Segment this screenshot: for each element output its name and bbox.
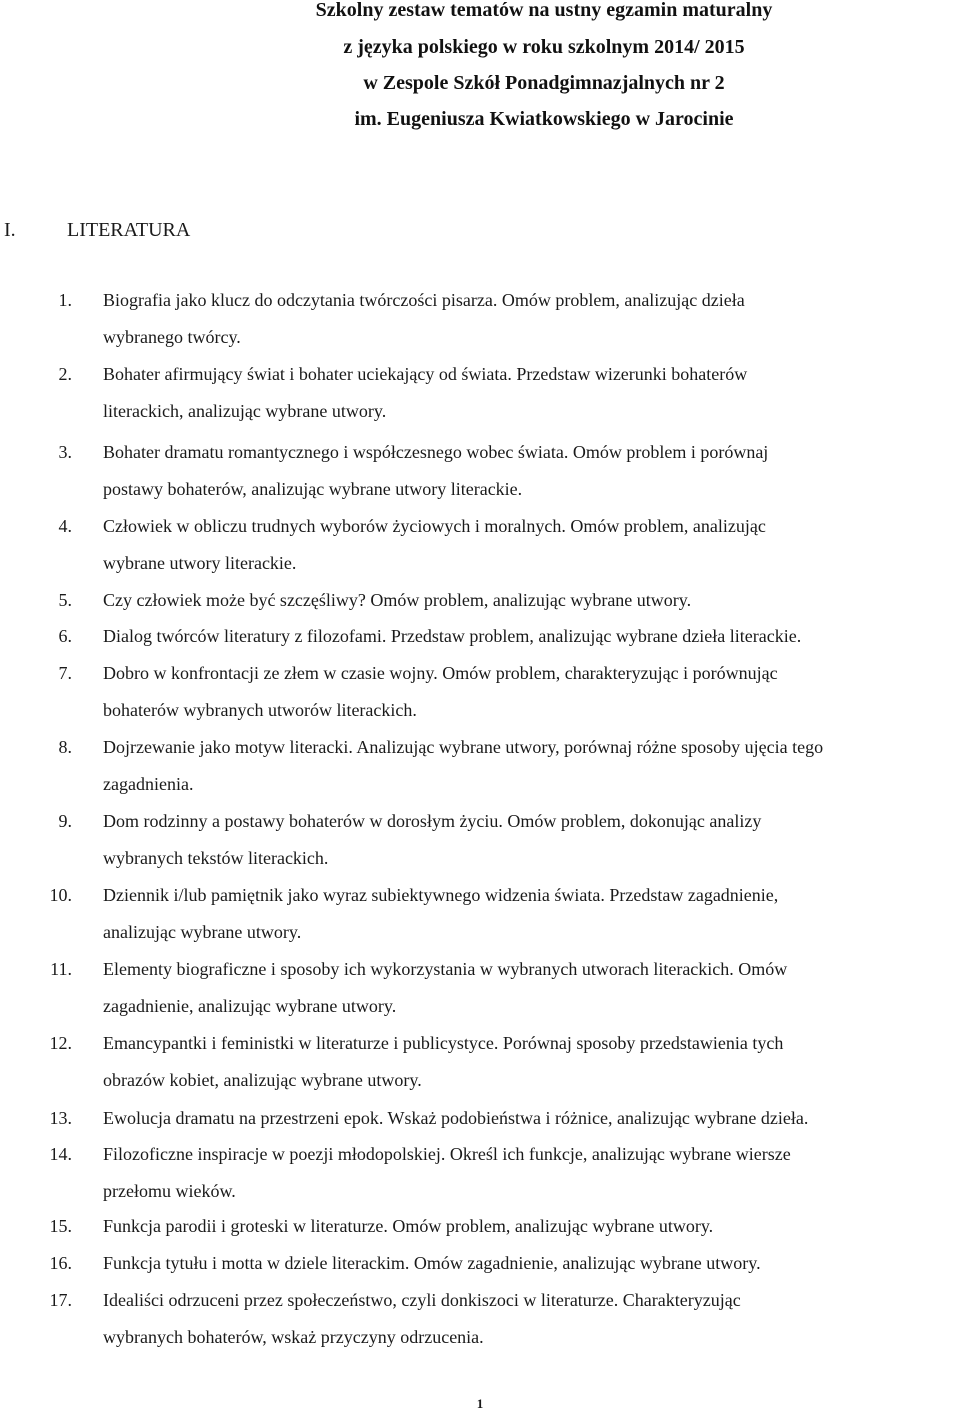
item-number: 7. (58, 663, 72, 683)
item-text-line: Biografia jako klucz do odczytania twórczości pisarza. Omów problem, analizując dzieła (103, 290, 745, 310)
item-text-line: Filozoficzne inspiracje w poezji młodopolskiej. Określ ich funkcje, analizując wybrane wiersze (103, 1144, 791, 1164)
item-text-line: Dziennik i/lub pamiętnik jako wyraz subiektywnego widzenia świata. Przedstaw zagadnienie, (103, 885, 779, 905)
item-text-line: wybranych bohaterów, wskaż przyczyny odrzucenia. (103, 1327, 484, 1347)
item-text-line: obrazów kobiet, analizując wybrane utwory. (103, 1070, 422, 1090)
item-number: 9. (58, 811, 72, 831)
header-line: w Zespole Szkół Ponadgimnazjalnych nr 2 (363, 72, 725, 94)
item-text-line: Bohater dramatu romantycznego i współczesnego wobec świata. Omów problem i porównaj (103, 442, 769, 462)
item-text-line: postawy bohaterów, analizując wybrane utwory literackie. (103, 479, 523, 499)
item-text-line: Bohater afirmujący świat i bohater uciekający od świata. Przedstaw wizerunki bohaterów (103, 364, 748, 384)
item-text-line: Dojrzewanie jako motyw literacki. Analizując wybrane utwory, porównaj różne sposoby ujęcia tego (103, 737, 824, 757)
item-number: 12. (49, 1033, 72, 1053)
item-text-line: bohaterów wybranych utworów literackich. (103, 700, 417, 720)
item-text-line: wybrane utwory literackie. (103, 553, 297, 573)
item-number: 2. (58, 364, 72, 384)
item-number: 8. (58, 737, 72, 757)
item-text-line: przełomu wieków. (103, 1181, 236, 1201)
item-number: 10. (49, 885, 72, 905)
item-number: 17. (49, 1290, 72, 1310)
item-number: 15. (49, 1216, 72, 1236)
item-number: 3. (58, 442, 72, 462)
item-text-line: zagadnienie, analizując wybrane utwory. (103, 996, 397, 1016)
page-number: 1 (476, 1396, 484, 1411)
item-number: 6. (58, 626, 72, 646)
item-text-line: Dialog twórców literatury z filozofami. Przedstaw problem, analizując wybrane dzieła literackie. (103, 626, 802, 646)
item-text-line: Człowiek w obliczu trudnych wyborów życiowych i moralnych. Omów problem, analizując (103, 516, 766, 536)
item-text-line: zagadnienia. (103, 774, 194, 794)
item-text-line: Ewolucja dramatu na przestrzeni epok. Wskaż podobieństwa i różnice, analizując wybrane dzieła. (103, 1108, 809, 1128)
item-number: 16. (49, 1253, 72, 1273)
item-number: 14. (49, 1144, 72, 1164)
item-text-line: Dom rodzinny a postawy bohaterów w dorosłym życiu. Omów problem, dokonując analizy (103, 811, 762, 831)
item-text-line: wybranego twórcy. (103, 327, 241, 347)
item-number: 5. (58, 590, 72, 610)
header-line: Szkolny zestaw tematów na ustny egzamin maturalny (315, 0, 773, 21)
item-number: 13. (49, 1108, 72, 1128)
header-line: im. Eugeniusza Kwiatkowskiego w Jarocinie (354, 108, 734, 130)
section-number: I. (4, 219, 16, 241)
item-number: 4. (58, 516, 72, 536)
item-number: 11. (50, 959, 72, 979)
item-text-line: analizując wybrane utwory. (103, 922, 302, 942)
item-text-line: Dobro w konfrontacji ze złem w czasie wojny. Omów problem, charakteryzując i porównując (103, 663, 778, 683)
item-text-line: wybranych tekstów literackich. (103, 848, 329, 868)
item-text-line: Funkcja parodii i groteski w literaturze. Omów problem, analizując wybrane utwory. (103, 1216, 714, 1236)
header-line: z języka polskiego w roku szkolnym 2014/ 2015 (343, 36, 745, 58)
item-text-line: Emancypantki i feministki w literaturze i publicystyce. Porównaj sposoby przedstawienia tych (103, 1033, 784, 1053)
section-title: LITERATURA (67, 219, 191, 241)
item-text-line: Czy człowiek może być szczęśliwy? Omów problem, analizując wybrane utwory. (103, 590, 692, 610)
item-text-line: literackich, analizując wybrane utwory. (103, 401, 387, 421)
item-number: 1. (58, 290, 72, 310)
item-text-line: Elementy biograficzne i sposoby ich wykorzystania w wybranych utworach literackich. Omów (103, 959, 788, 979)
item-text-line: Idealiści odrzuceni przez społeczeństwo, czyli donkiszoci w literaturze. Charakteryzując (103, 1290, 741, 1310)
item-text-line: Funkcja tytułu i motta w dziele literackim. Omów zagadnienie, analizując wybrane utwory. (103, 1253, 761, 1273)
